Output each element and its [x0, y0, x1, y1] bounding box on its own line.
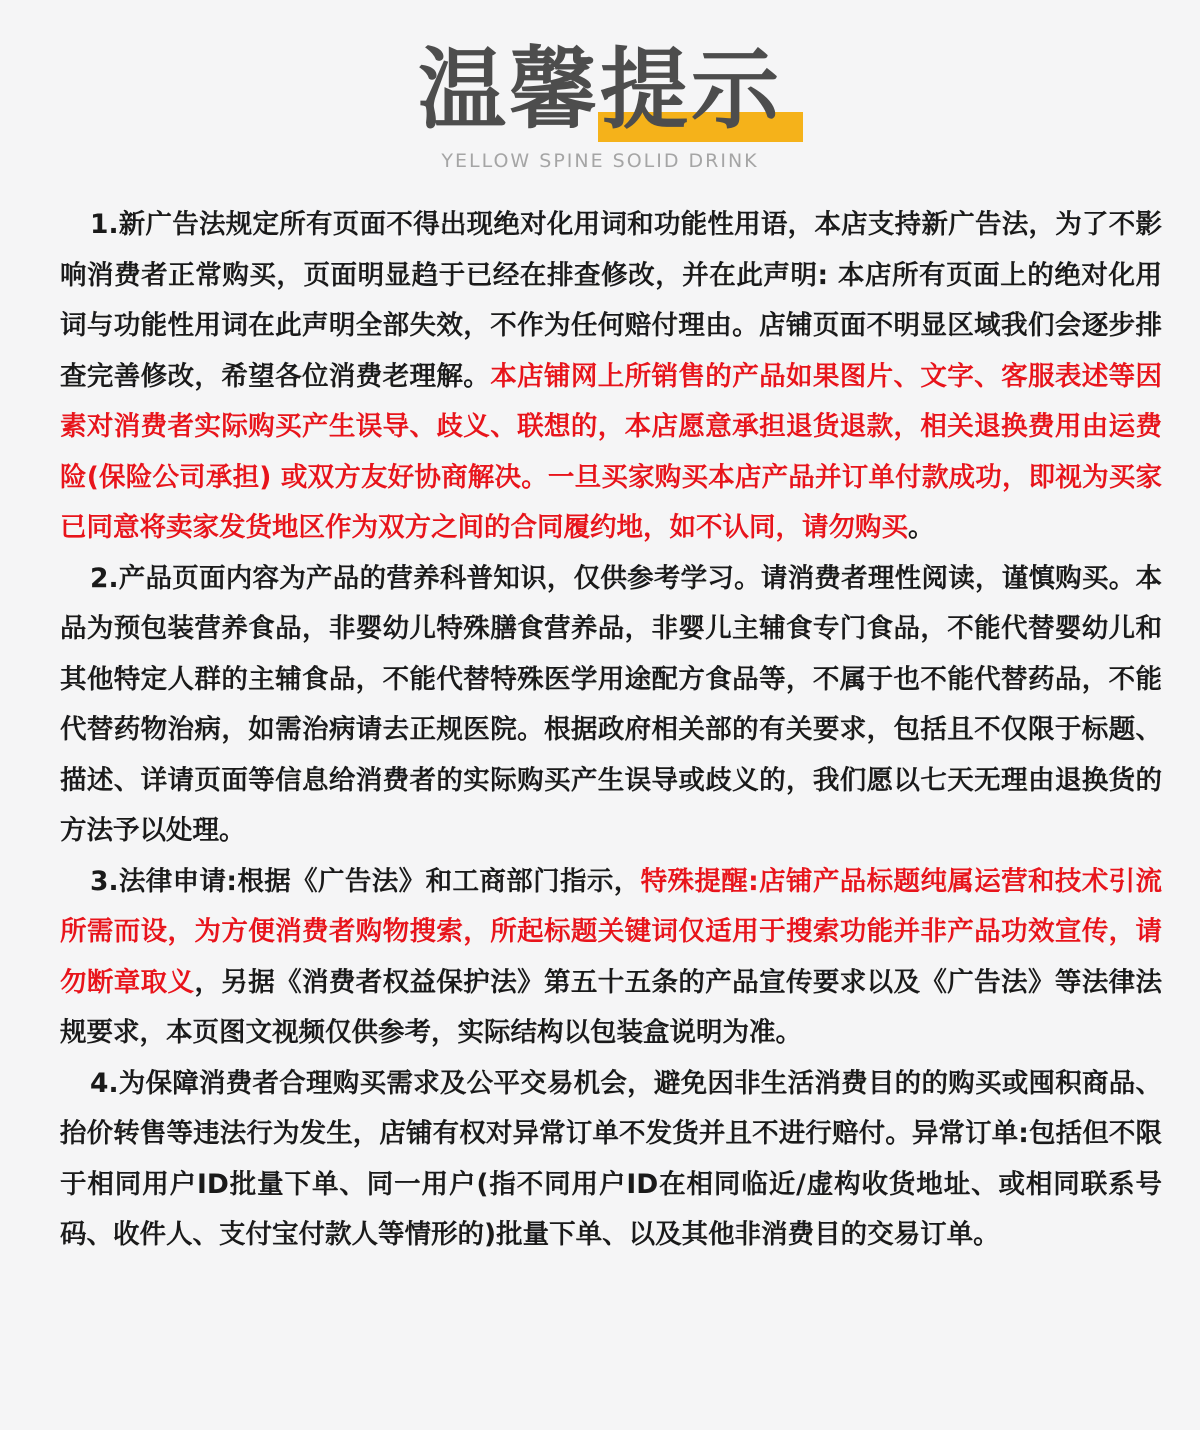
page-title: 温馨提示 — [418, 38, 783, 141]
paragraph-3-text-end: ，另据《消费者权益保护法》第五十五条的产品宣传要求以及《广告法》等法律法规要求，本页图文视频仅供参考，实际结构以包装盒说明为准。 — [60, 966, 1162, 1048]
notice-paragraph-1 — [60, 200, 1162, 554]
paragraph-2-text: 2.产品页面内容为产品的营养科普知识，仅供参考学习。请消费者理性阅读，谨慎购买。本品为预包装营养食品，非婴幼儿特殊膳食营养品，非婴儿主辅食专门食品，不能代替婴幼儿和其他特定人群的主辅食品，不能代替特殊医学用途配方食品等，不属于也不能代替药品，不能代替药物治病，如需治病请去正规医院。根据政府相关部的有关要求，包括且不仅限于标题、描述、详请页面等信息给消费者的实际购买产生误导或歧义的，我们愿以七天无理由退换货的方法予以处理。 — [60, 562, 1162, 846]
notice-paragraph-2 — [60, 554, 1162, 857]
header — [0, 0, 1200, 200]
paragraph-4-text: 4.为保障消费者合理购买需求及公平交易机会，避免因非生活消费目的的购买或囤积商品、抬价转售等违法行为发生，店铺有权对异常订单不发货并且不进行赔付。异常订单:包括但不限于相同用户ID批量下单、同一用户(指不同用户ID在相同临近/虚构收货地址、或相同联系号码、收件人、支付宝付款人等情形的)批量下单、以及其他非消费目的交易订单。 — [60, 1067, 1162, 1250]
paragraph-1-red-text: 本店铺网上所销售的产品如果图片、文字、客服表述等因素对消费者实际购买产生误导、歧义、联想的，本店愿意承担退货退款，相关退换费用由运费险(保险公司承担) 或双方友好协商解决。一旦买家购买本店产品并订单付款成功，即视为买家已同意将卖家发货地区作为双方之间的合同履约地，如不认同，请勿购买 — [60, 360, 1163, 543]
paragraph-1-text-end: 。 — [908, 512, 935, 543]
paragraph-3-text: 3.法律申请:根据《广告法》和工商部门指示， — [90, 865, 641, 897]
notice-paragraph-3 — [60, 857, 1162, 1059]
notice-paragraph-4 — [60, 1059, 1162, 1261]
notice-content — [60, 200, 1162, 1261]
paragraph-1-text: 1.新广告法规定所有页面不得出现绝对化用词和功能性用语，本店支持新广告法，为了不影响消费者正常购买，页面明显趋于已经在排查修改，并在此声明: 本店所有页面上的绝对化用词与功能性用词在此声明全部失效，不作为任何赔付理由。店铺页面不明显区域我们会逐步排查完善修改，希望各位消费老理解。 — [60, 209, 1162, 392]
title-block — [418, 38, 788, 148]
paragraph-3-red-text: 特殊提醒:店铺产品标题纯属运营和技术引流所需而设，为方便消费者购物搜索，所起标题关键词仅适用于搜索功能并非产品功效宣传，请勿断章取义 — [60, 865, 1162, 998]
page-subtitle: YELLOW SPINE SOLID DRINK — [441, 150, 759, 172]
